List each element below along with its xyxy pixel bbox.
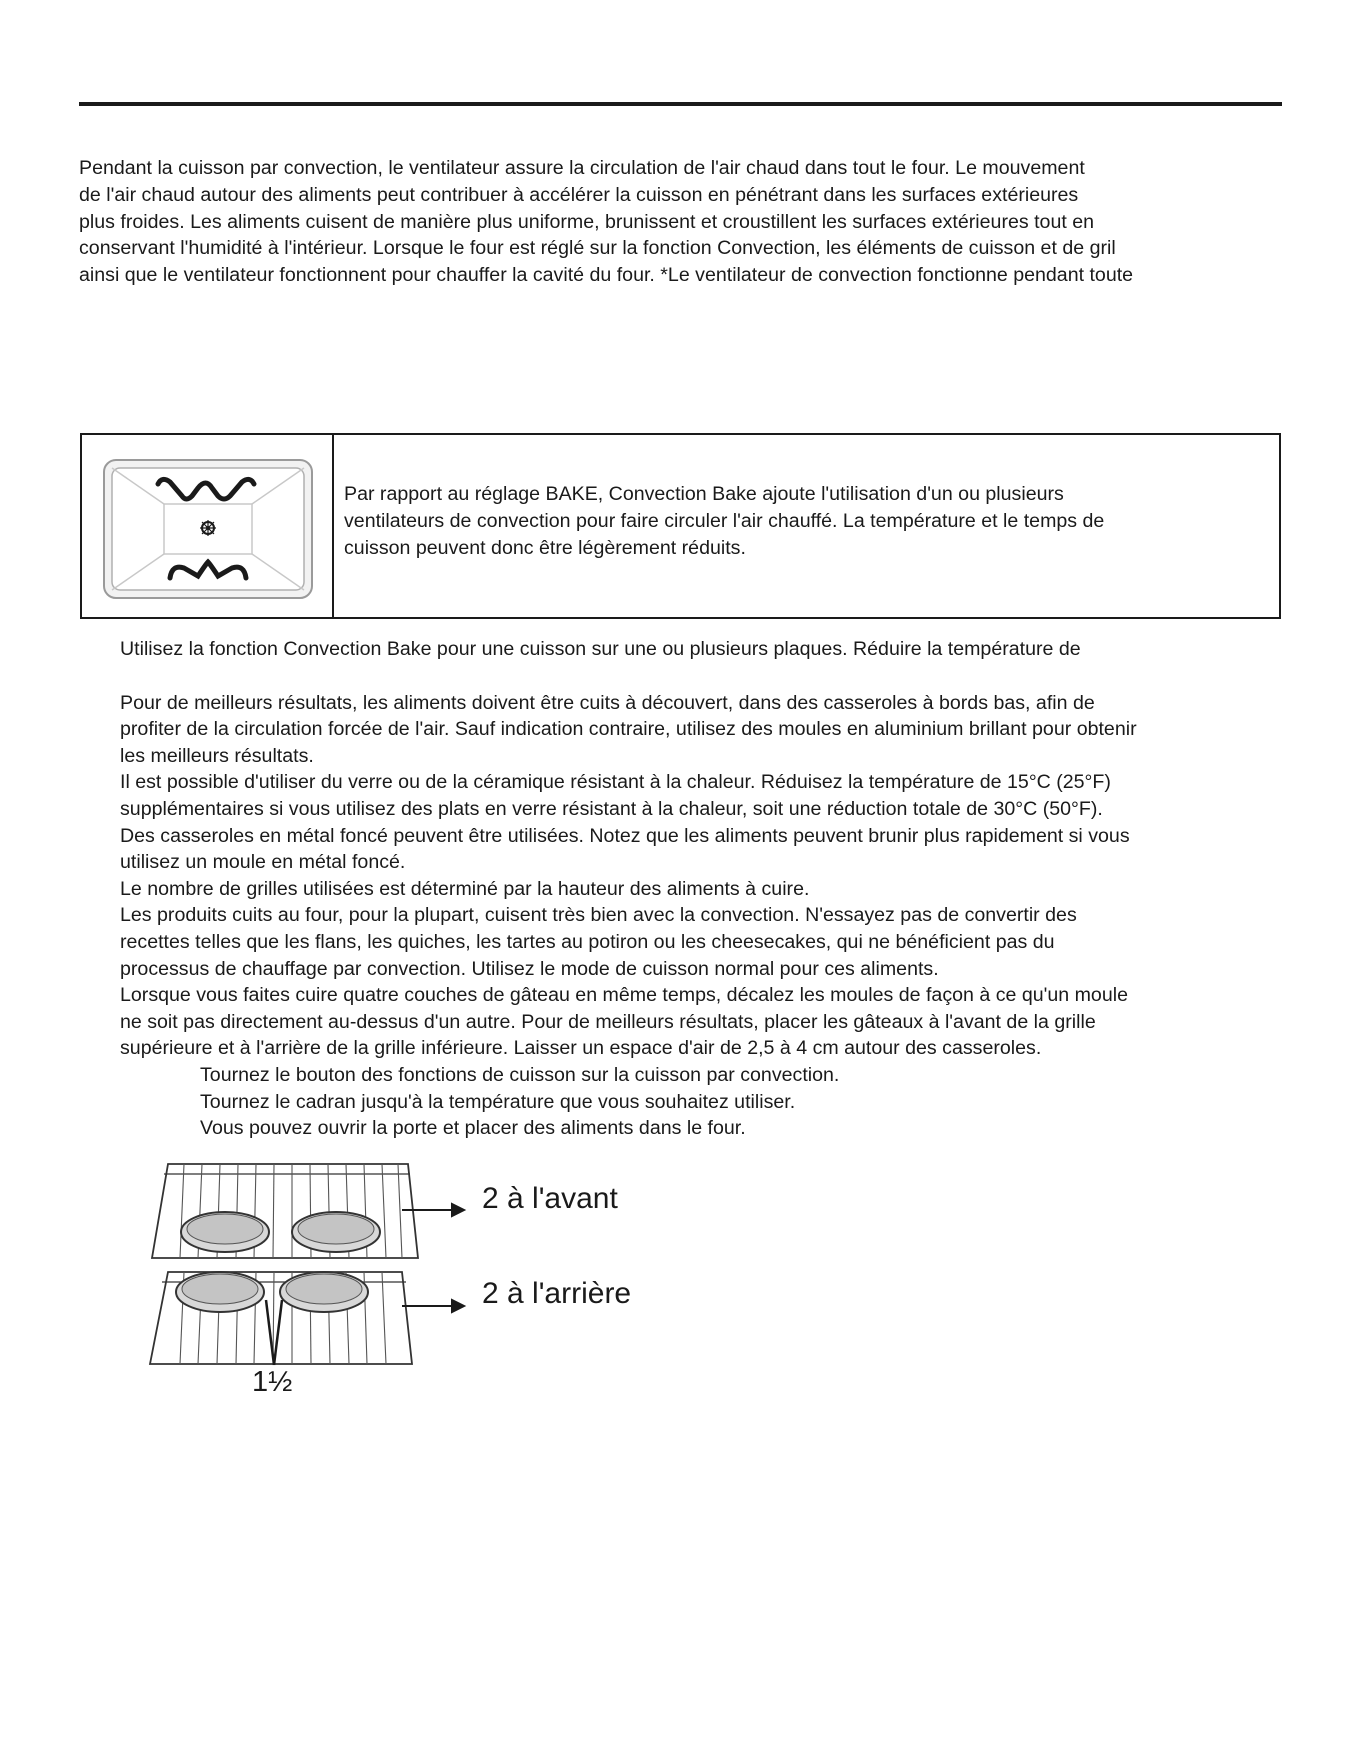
- body-line: Des casseroles en métal foncé peuvent être utilisées. Notez que les aliments peuvent brunir plus rapidement si vous: [120, 824, 1130, 847]
- body-line: les meilleurs résultats.: [120, 744, 314, 767]
- body-line: Les produits cuits au four, pour la plupart, cuisent très bien avec la convection. N'essayez pas de convertir des: [120, 904, 1077, 927]
- step-line: Tournez le cadran jusqu'à la température que vous souhaitez utiliser.: [200, 1090, 796, 1113]
- gap-label: 1½: [252, 1366, 293, 1398]
- bake-line: cuisson peuvent donc être légèrement réduits.: [344, 536, 746, 559]
- body-line: Lorsque vous faites cuire quatre couches de gâteau en même temps, décalez les moules de façon à ce qu'un moule: [120, 984, 1128, 1007]
- front-label: 2 à l'avant: [482, 1182, 618, 1215]
- body-line: ne soit pas directement au-dessus d'un autre. Pour de meilleurs résultats, placer les gâteaux à l'avant de la grille: [120, 1010, 1096, 1033]
- header-rule: [79, 102, 1282, 106]
- body-line: supérieure et à l'arrière de la grille inférieure. Laisser un espace d'air de 2,5 à 4 cm autour des casseroles.: [120, 1037, 1042, 1060]
- body-line: recettes telles que les flans, les quiches, les tartes au potiron ou les cheesecakes, qui ne bénéficient pas du: [120, 930, 1055, 953]
- bake-icon-cell: [82, 435, 334, 617]
- lower-rack: [150, 1272, 412, 1365]
- convection-oven-icon: [102, 458, 314, 600]
- body-line: Le nombre de grilles utilisées est déterminé par la hauteur des aliments à cuire.: [120, 877, 810, 900]
- lower-arrow: [402, 1300, 464, 1312]
- body-line: profiter de la circulation forcée de l'air. Sauf indication contraire, utilisez des moules en aluminium brillant pour obtenir: [120, 718, 1137, 741]
- intro-line: de l'air chaud autour des aliments peut contribuer à accélérer la cuisson en pénétrant dans les surfaces extérieures: [79, 183, 1079, 206]
- intro-line: ainsi que le ventilateur fonctionnent pour chauffer la cavité du four. *Le ventilateur de convection fonctionne pendant toute: [79, 264, 1134, 287]
- body-line: processus de chauffage par convection. Utilisez le mode de cuisson normal pour ces aliments.: [120, 957, 939, 980]
- body-line: Il est possible d'utiliser du verre ou de la céramique résistant à la chaleur. Réduisez la température de 15°C (25°F): [120, 771, 1111, 794]
- rack-placement-diagram: [140, 1160, 470, 1370]
- back-label: 2 à l'arrière: [482, 1277, 632, 1310]
- intro-line: conservant l'humidité à l'intérieur. Lorsque le four est réglé sur la fonction Convection, les éléments de cuisson et de gril: [79, 237, 1116, 260]
- convection-bake-box: [80, 433, 1281, 619]
- body-line: supplémentaires si vous utilisez des plats en verre résistant à la chaleur, soit une réduction totale de 30°C (50°F).: [120, 797, 1103, 820]
- body-paragraphs: [120, 636, 1280, 1142]
- body-line: utilisez un moule en métal foncé.: [120, 851, 406, 874]
- intro-line: Pendant la cuisson par convection, le ventilateur assure la circulation de l'air chaud dans tout le four. Le mouvement: [79, 157, 1085, 179]
- body-line: Pour de meilleurs résultats, les aliments doivent être cuits à découvert, dans des casseroles à bords bas, afin de: [120, 691, 1095, 714]
- bake-line: ventilateurs de convection pour faire circuler l'air chauffé. La température et le temps de: [344, 509, 1105, 532]
- intro-line: plus froides. Les aliments cuisent de manière plus uniforme, brunissent et croustillent les surfaces extérieures tout en: [79, 210, 1095, 233]
- bake-description: [344, 481, 1264, 561]
- bake-line: Par rapport au réglage BAKE, Convection Bake ajoute l'utilisation d'un ou plusieurs: [344, 483, 1064, 505]
- upper-rack: [152, 1164, 418, 1258]
- intro-paragraph: [79, 155, 1309, 289]
- step-line: Vous pouvez ouvrir la porte et placer des aliments dans le four.: [200, 1117, 746, 1140]
- body-line: Utilisez la fonction Convection Bake pour une cuisson sur une ou plusieurs plaques. Réduire la température de: [120, 638, 1081, 660]
- fan-icon: [200, 520, 216, 536]
- step-line: Tournez le bouton des fonctions de cuisson sur la cuisson par convection.: [200, 1063, 840, 1086]
